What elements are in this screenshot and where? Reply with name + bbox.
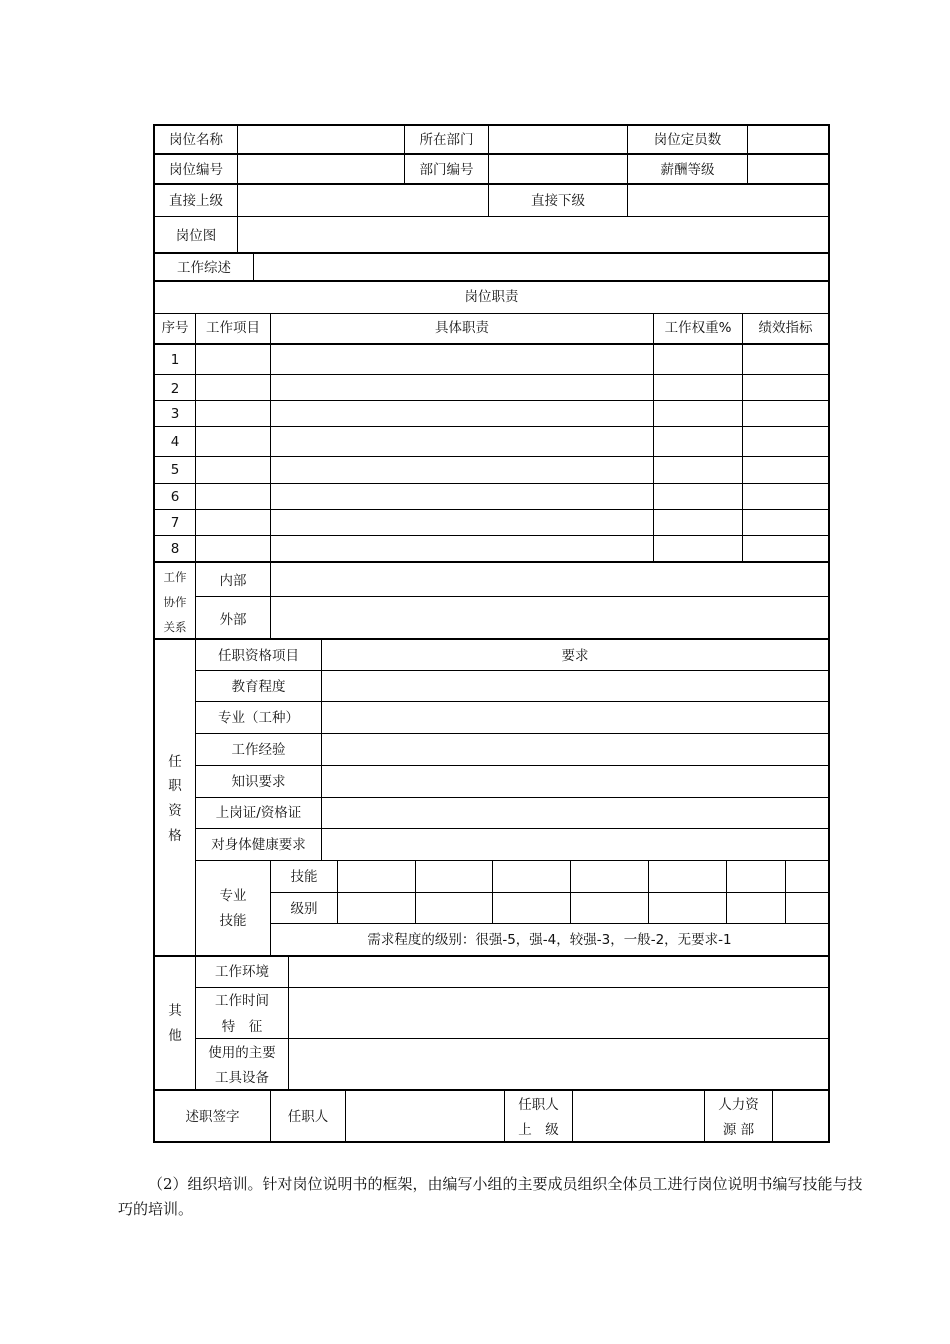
row-number: 6 [170,489,180,505]
rule [195,313,196,562]
rule [153,400,830,401]
row-number: 5 [170,462,180,478]
label-holder-superior: 上 级 [518,1122,559,1138]
rule [653,313,654,562]
rule [153,426,830,427]
duties-title: 岗位职责 [464,289,519,305]
rule [153,183,830,185]
label-department-code: 部门编号 [419,162,474,178]
rule [648,860,649,924]
rule [195,733,830,734]
rule [153,638,830,640]
label-salary-grade: 薪酬等级 [660,162,715,178]
rule [785,860,786,924]
rule [153,483,830,484]
requirement-header: 要求 [561,648,589,664]
rule [237,124,238,253]
rule [153,456,830,457]
rule [195,797,830,798]
label-holder-superior: 任职人 [518,1097,559,1113]
qualification-item: 教育程度 [231,679,286,695]
rule [195,701,830,702]
col-header-no: 序号 [161,320,189,336]
row-number: 1 [170,352,180,368]
label-signature: 述职签字 [185,1109,240,1125]
label-job-summary: 工作综述 [177,260,231,276]
rule [492,860,493,924]
other-side-label: 其 [168,1003,182,1019]
rule [288,956,289,1090]
row-number: 7 [170,515,180,531]
label-direct-subordinate: 直接下级 [531,193,585,209]
qualifications-side-label: 资 [168,803,182,819]
rule [270,892,830,893]
skills-label: 技能 [219,913,247,929]
rule [153,153,830,155]
paragraph-text: （2）组织培训。针对岗位说明书的框架，由编写小组的主要成员组织全体员工进行岗位说明书编写技能与技巧的培训。 [118,1175,863,1218]
rule [270,313,271,562]
rule [772,1090,773,1142]
rule [153,216,830,217]
row-number: 2 [170,381,180,397]
label-headcount: 岗位定员数 [653,132,722,148]
skills-label: 专业 [219,888,247,904]
level-row-label: 级别 [290,901,318,917]
label-external: 外部 [219,612,247,628]
rule [570,860,571,924]
qualification-item: 上岗证/资格证 [215,805,302,821]
label-position-name: 岗位名称 [169,132,223,148]
rule [153,252,830,254]
rule [195,765,830,766]
rule [415,860,416,924]
other-side-label: 他 [168,1028,182,1044]
rule [153,313,830,314]
rule [321,639,322,861]
col-header-work-item: 工作项目 [206,320,260,336]
label-department: 所在部门 [419,132,474,148]
qualifications-side-label: 职 [168,778,182,794]
qualification-item: 对身体健康要求 [211,837,306,853]
rule [153,374,830,375]
qualification-item: 专业（工种） [218,710,299,726]
rule [153,343,830,345]
relations-label: 协作 [163,595,187,609]
rule [195,860,830,861]
qualification-item: 知识要求 [231,774,286,790]
qualification-item: 工作经验 [231,742,286,758]
rule [153,1089,830,1091]
label-internal: 内部 [219,573,247,589]
rule [270,562,271,639]
label-hr-department: 源 部 [722,1122,755,1138]
label-position-chart: 岗位图 [175,228,217,244]
skill-row-label: 技能 [290,869,318,885]
rule [153,280,830,282]
rule [270,923,830,924]
row-number: 4 [170,434,180,450]
rule [195,828,830,829]
relations-label: 关系 [163,620,187,634]
label-work-environment: 工作环境 [215,964,269,980]
rule [195,987,830,988]
relations-label: 工作 [163,570,187,584]
rule [153,561,830,563]
label-holder: 任职人 [287,1109,329,1125]
label-tools: 工具设备 [215,1070,269,1086]
col-header-weight: 工作权重% [664,320,732,336]
qualification-item-header: 任职资格项目 [218,648,299,664]
job-description-form [153,124,830,1143]
row-number: 3 [170,406,180,422]
rule [345,1090,346,1142]
label-hr-department: 人力资 [718,1097,759,1113]
label-position-code: 岗位编号 [169,162,223,178]
label-direct-superior: 直接上级 [169,193,223,209]
rule [253,253,254,281]
body-paragraph [118,1172,863,1222]
rule [195,596,830,597]
rule [572,1090,573,1142]
rule [153,955,830,957]
label-tools: 使用的主要 [208,1045,276,1061]
qualifications-side-label: 任 [168,754,182,770]
rule [747,124,748,184]
rule [726,860,727,924]
col-header-kpi: 绩效指标 [758,320,813,336]
level-note: 需求程度的级别：很强-5，强-4，较强-3，一般-2，无要求-1 [367,932,732,948]
rule [153,535,830,536]
rule [742,313,743,562]
col-header-specific-duties: 具体职责 [435,320,489,336]
rule [195,670,830,671]
rule [337,860,338,924]
rule [195,1038,830,1039]
label-work-time: 特 征 [221,1019,263,1035]
label-work-time: 工作时间 [215,993,269,1009]
row-number: 8 [170,541,180,557]
qualifications-side-label: 格 [168,828,182,844]
rule [153,509,830,510]
